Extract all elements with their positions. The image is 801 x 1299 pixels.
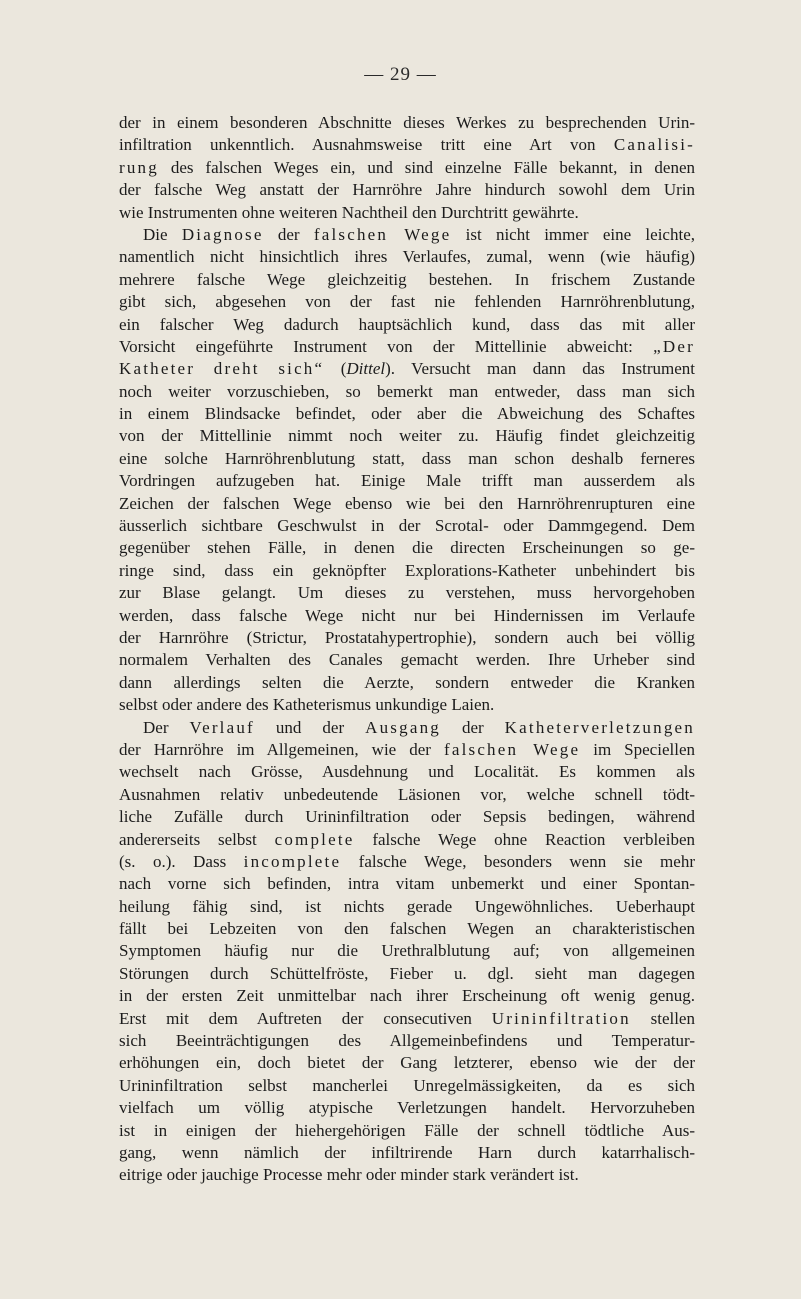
- spaced-emphasis-text: rung: [119, 157, 159, 177]
- text-run: dann allerdings selten die Aerzte, sondern entweder die Kranken: [119, 672, 695, 692]
- text-run: stellen: [630, 1008, 695, 1028]
- spaced-emphasis-text: Verlauf: [189, 717, 255, 737]
- text-run: Vorsicht eingeführte Instrument von der Mittellinie abweicht:: [119, 336, 654, 356]
- text-run: ist in einigen der hiehergehörigen Fälle der schnell tödtliche Aus-: [119, 1120, 695, 1140]
- text-line: [119, 1097, 695, 1119]
- spaced-emphasis-text: Katheter dreht sich“: [119, 359, 325, 379]
- text-run: Symptomen häufig nur die Urethralblutung auf; von allgemeinen: [119, 941, 695, 961]
- text-run: im Speciellen: [580, 739, 695, 759]
- text-line: [119, 537, 695, 559]
- text-line: [119, 358, 695, 380]
- text-line: [119, 940, 695, 962]
- text-run: der falsche Weg anstatt der Harnröhre Jahre hindurch sowohl dem Urin: [119, 180, 695, 200]
- text-line: [119, 963, 695, 985]
- text-line: [119, 493, 695, 515]
- paragraph: [119, 224, 695, 717]
- text-line: [119, 224, 695, 246]
- text-line: [119, 425, 695, 447]
- text-line: [119, 403, 695, 425]
- text-line: [119, 202, 695, 224]
- text-run: fällt bei Lebzeiten von den falschen Wegen an charakteristischen: [119, 919, 695, 939]
- body-text: [119, 112, 695, 1187]
- text-line: [119, 1164, 695, 1186]
- text-run: infiltration unkenntlich. Ausnahmsweise tritt eine Art von: [119, 135, 614, 155]
- paragraph: [119, 717, 695, 1187]
- text-line: [119, 448, 695, 470]
- text-line: [119, 694, 695, 716]
- spaced-emphasis-text: falschen Wege: [443, 739, 581, 759]
- text-run: (s. o.). Dass: [119, 851, 244, 871]
- text-line: [119, 784, 695, 806]
- text-run: noch weiter vorzuschieben, so bemerkt man entweder, dass man sich: [119, 381, 695, 401]
- text-line: [119, 291, 695, 313]
- text-line: [119, 918, 695, 940]
- text-run: gegenüber stehen Fälle, in denen die directen Erscheinungen so ge-: [119, 538, 695, 558]
- text-run: in einem Blindsacke befindet, oder aber die Abweichung des Schaftes: [119, 404, 695, 424]
- text-run: Störungen durch Schüttelfröste, Fieber u. dgl. sieht man dagegen: [119, 963, 695, 983]
- page-number: — 29 —: [364, 64, 437, 85]
- text-run: liche Zufälle durch Urininfiltration oder Sepsis bedingen, während: [119, 807, 695, 827]
- text-line: [119, 1075, 695, 1097]
- text-run: heilung fähig sind, ist nichts gerade Ungewöhnliches. Ueberhaupt: [119, 896, 695, 916]
- text-line: [119, 761, 695, 783]
- text-run: andererseits selbst: [119, 829, 275, 849]
- text-run: gibt sich, abgesehen von der fast nie fehlenden Harnröhrenblutung,: [119, 292, 695, 312]
- text-line: [119, 985, 695, 1007]
- text-run: wechselt nach Grösse, Ausdehnung und Localität. Es kommen als: [119, 762, 695, 782]
- text-run: der Harnröhre im Allgemeinen, wie der: [119, 739, 444, 759]
- text-line: [119, 112, 695, 134]
- text-line: [119, 560, 695, 582]
- text-run: (: [324, 359, 347, 379]
- text-line: [119, 1052, 695, 1074]
- text-line: [119, 470, 695, 492]
- text-run: ist nicht immer eine leichte,: [451, 224, 695, 244]
- spaced-emphasis-text: incomplete: [243, 851, 342, 871]
- text-line: [119, 582, 695, 604]
- text-run: nach vorne sich befinden, intra vitam unbemerkt und einer Spontan-: [119, 874, 695, 894]
- text-line: [119, 851, 695, 873]
- text-line: [119, 717, 695, 739]
- text-run: von der Mittellinie nimmt noch weiter zu. Häufig findet gleichzeitig: [119, 426, 695, 446]
- text-run: selbst oder andere des Katheterismus unkundige Laien.: [119, 695, 495, 715]
- spaced-emphasis-text: falschen Wege: [313, 224, 452, 244]
- text-run: sich Beeinträchtigungen des Allgemeinbefindens und Temperatur-: [119, 1031, 695, 1051]
- text-run: Erst mit dem Auftreten der consecutiven: [119, 1008, 492, 1028]
- spaced-emphasis-text: Diagnose: [181, 224, 264, 244]
- text-run: Die: [143, 224, 182, 244]
- spaced-emphasis-text: Canalisi-: [613, 135, 695, 155]
- text-run: falsche Wege, besonders wenn sie mehr: [341, 851, 695, 871]
- text-run: des falschen Weges ein, und sind einzelne Fälle bekannt, in denen: [158, 157, 695, 177]
- text-line: [119, 672, 695, 694]
- text-run: ringe sind, dass ein geknöpfter Explorations-Katheter unbehindert bis: [119, 560, 695, 580]
- text-run: und der: [254, 717, 366, 737]
- text-line: [119, 134, 695, 156]
- text-line: [119, 829, 695, 851]
- text-line: [119, 1120, 695, 1142]
- text-run: gang, wenn nämlich der infiltrirende Harn durch katarrhalisch-: [119, 1142, 695, 1162]
- text-run: Der: [143, 717, 190, 737]
- text-line: [119, 627, 695, 649]
- text-run: der Harnröhre (Strictur, Prostatahypertrophie), sondern auch bei völlig: [119, 627, 695, 647]
- text-run: erhöhungen ein, doch bietet der Gang letzterer, ebenso wie der der: [119, 1053, 695, 1073]
- text-run: mehrere falsche Wege gleichzeitig bestehen. In frischem Zustande: [119, 269, 695, 289]
- text-run: der: [440, 717, 505, 737]
- text-run: Zeichen der falschen Wege ebenso wie bei den Harnröhrenrupturen eine: [119, 493, 695, 513]
- text-line: [119, 381, 695, 403]
- text-line: [119, 605, 695, 627]
- text-line: [119, 1008, 695, 1030]
- text-run: namentlich nicht hinsichtlich ihres Verlaufes, zumal, wenn (wie häufig): [119, 247, 695, 267]
- spaced-emphasis-text: Katheterverletzungen: [504, 717, 695, 737]
- text-run: ). Versucht man dann das Instrument: [385, 359, 695, 379]
- text-run: vielfach um völlig atypische Verletzungen handelt. Hervorzuheben: [119, 1098, 695, 1118]
- text-run: eitrige oder jauchige Processe mehr oder minder stark verändert ist.: [119, 1165, 579, 1185]
- text-run: falsche Wege ohne Reaction verbleiben: [354, 829, 695, 849]
- text-line: [119, 314, 695, 336]
- text-line: [119, 806, 695, 828]
- text-run: in der ersten Zeit unmittelbar nach ihrer Erscheinung oft wenig genug.: [119, 986, 695, 1006]
- text-line: [119, 157, 695, 179]
- text-line: [119, 269, 695, 291]
- text-line: [119, 1142, 695, 1164]
- italic-text: Dittel: [346, 359, 386, 379]
- spaced-emphasis-text: Urininfiltration: [491, 1008, 631, 1028]
- text-run: Ausnahmen relativ unbedeutende Läsionen vor, welche schnell tödt-: [119, 784, 695, 804]
- text-line: [119, 1030, 695, 1052]
- text-run: ein falscher Weg dadurch hauptsächlich kund, dass das mit aller: [119, 314, 695, 334]
- text-line: [119, 246, 695, 268]
- text-run: wie Instrumenten ohne weiteren Nachtheil den Durchtritt gewährte.: [119, 202, 579, 222]
- spaced-emphasis-text: complete: [274, 829, 355, 849]
- text-line: [119, 336, 695, 358]
- text-line: [119, 515, 695, 537]
- paragraph: [119, 112, 695, 224]
- text-run: Urininfiltration selbst mancherlei Unregelmässigkeiten, da es sich: [119, 1075, 695, 1095]
- text-line: [119, 649, 695, 671]
- text-line: [119, 896, 695, 918]
- text-line: [119, 179, 695, 201]
- text-run: zur Blase gelangt. Um dieses zu verstehen, muss hervorgehoben: [119, 583, 695, 603]
- text-run: äusserlich sichtbare Geschwulst in der Scrotal- oder Dammgegend. Dem: [119, 516, 695, 536]
- text-line: [119, 739, 695, 761]
- text-run: werden, dass falsche Wege nicht nur bei Hindernissen im Verlaufe: [119, 605, 695, 625]
- spaced-emphasis-text: Ausgang: [365, 717, 441, 737]
- text-run: der: [263, 224, 314, 244]
- text-run: Vordringen aufzugeben hat. Einige Male trifft man ausserdem als: [119, 471, 695, 491]
- text-run: der in einem besonderen Abschnitte dieses Werkes zu besprechenden Urin-: [119, 113, 695, 132]
- text-line: [119, 873, 695, 895]
- spaced-emphasis-text: „Der: [653, 336, 695, 356]
- text-run: eine solche Harnröhrenblutung statt, dass man schon deshalb ferneres: [119, 448, 695, 468]
- text-run: normalem Verhalten des Canales gemacht werden. Ihre Urheber sind: [119, 650, 695, 670]
